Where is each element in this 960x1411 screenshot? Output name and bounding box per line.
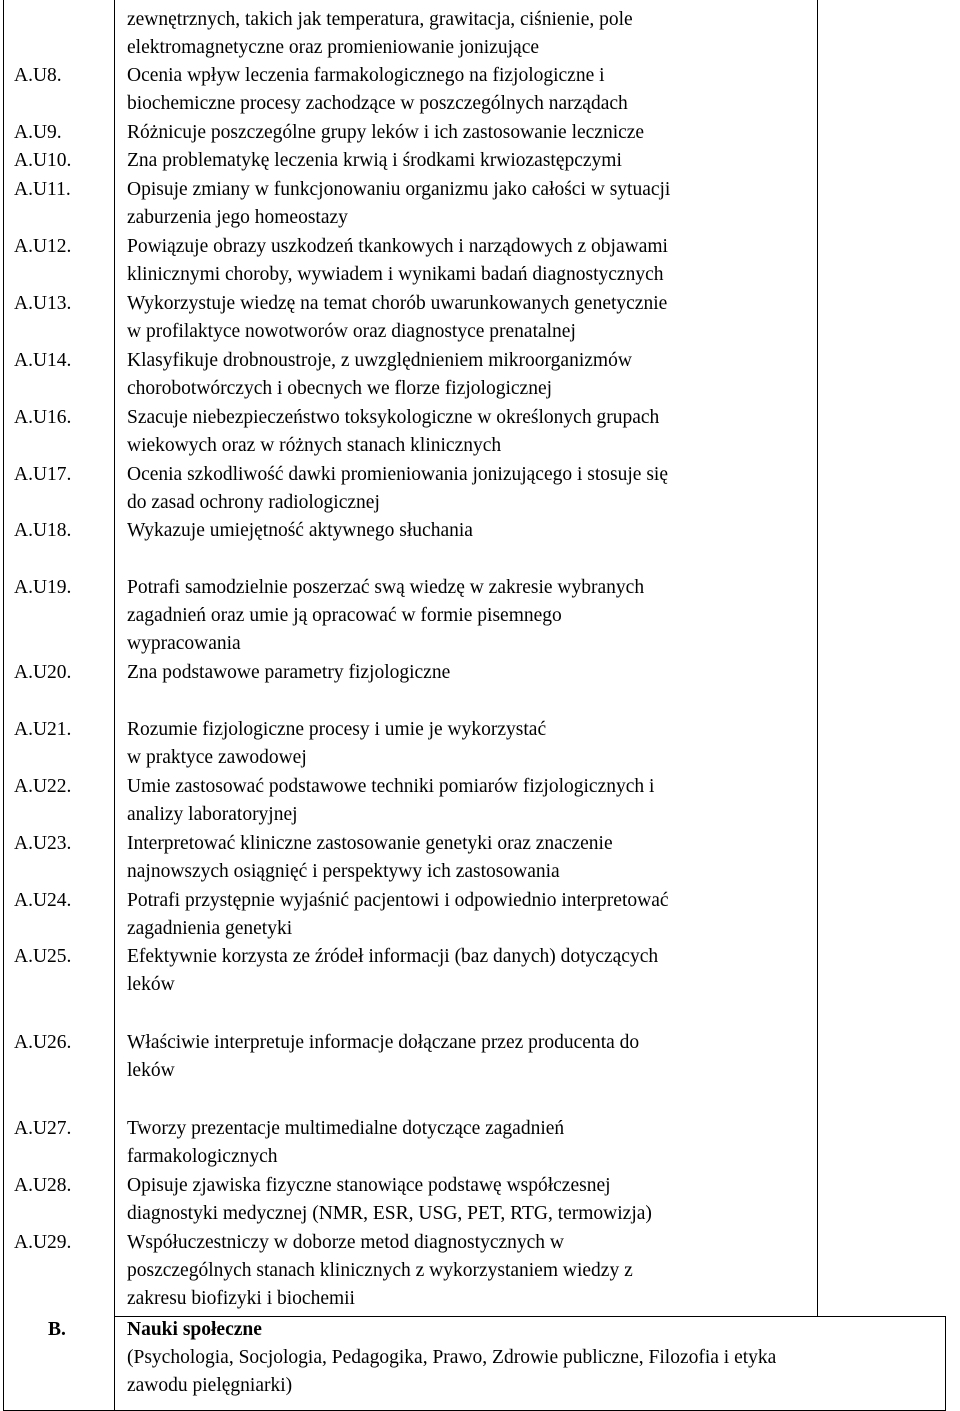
skill-code: A.U9.	[14, 122, 62, 143]
skill-code: A.U27.	[14, 1118, 72, 1139]
skill-description-line: Umie zastosować podstawowe techniki pomiarów fizjologicznych i	[127, 776, 655, 797]
skill-description	[127, 176, 942, 232]
skill-code: A.U28.	[14, 1175, 72, 1196]
skill-description-line: Wykorzystuje wiedzę na temat chorób uwarunkowanych genetycznie	[127, 293, 668, 314]
skill-description-line: chorobotwórczych i obecnych we florze fizjologicznej	[127, 378, 553, 399]
skill-description-line: leków	[127, 1060, 175, 1081]
skill-description	[127, 62, 942, 118]
skill-code: A.U14.	[14, 350, 72, 371]
skill-description-line: wypracowania	[127, 633, 241, 654]
skill-description-line: biochemiczne procesy zachodzące w poszczególnych narządach	[127, 93, 628, 114]
skill-code: A.U26.	[14, 1032, 72, 1053]
skill-description-line: Współuczestniczy w doborze metod diagnostycznych w	[127, 1232, 564, 1253]
skill-description-line: Interpretować kliniczne zastosowanie genetyki oraz znaczenie	[127, 833, 613, 854]
skill-description-line: zagadnienia genetyki	[127, 918, 293, 939]
skill-description	[127, 574, 942, 658]
skill-description-line: Potrafi samodzielnie poszerzać swą wiedzę w zakresie wybranych	[127, 577, 645, 598]
skill-code: A.U16.	[14, 407, 72, 428]
skill-description-line: Zna podstawowe parametry fizjologiczne	[127, 662, 451, 683]
skill-description-line: w praktyce zawodowej	[127, 747, 307, 768]
skill-code: A.U24.	[14, 890, 72, 911]
skill-code: A.U23.	[14, 833, 72, 854]
skill-description-line: Ocenia szkodliwość dawki promieniowania jonizującego i stosuje się	[127, 464, 668, 485]
skill-description-line: elektromagnetyczne oraz promieniowanie jonizujące	[127, 37, 540, 58]
skill-description-line: Różnicuje poszczególne grupy leków i ich zastosowanie lecznicze	[127, 122, 645, 143]
skill-description-line: Powiązuje obrazy uszkodzeń tkankowych i narządowych z objawami	[127, 236, 668, 257]
skill-code: A.U29.	[14, 1232, 72, 1253]
skill-description	[127, 1172, 942, 1228]
skill-description-line: zaburzenia jego homeostazy	[127, 207, 348, 228]
skill-description	[127, 517, 942, 545]
skill-description	[127, 233, 942, 289]
skill-code: A.U18.	[14, 520, 72, 541]
section-title: Nauki społeczne	[127, 1319, 262, 1340]
skill-code: A.U19.	[14, 577, 72, 598]
skill-description	[127, 1229, 942, 1313]
skill-description	[127, 716, 942, 772]
skill-description-line: w profilaktyce nowotworów oraz diagnostyce prenatalnej	[127, 321, 576, 342]
skill-code: A.U11.	[14, 179, 71, 200]
skill-description	[127, 830, 942, 886]
skill-description-line: Tworzy prezentacje multimedialne dotyczące zagadnień	[127, 1118, 565, 1139]
skill-description-line: Wykazuje umiejętność aktywnego słuchania	[127, 520, 473, 541]
skill-description-line: do zasad ochrony radiologicznej	[127, 492, 380, 513]
skill-description-line: leków	[127, 974, 175, 995]
skill-code: A.U8.	[14, 65, 62, 86]
skill-description-line: zakresu biofizyki i biochemii	[127, 1288, 355, 1309]
skill-description	[127, 943, 942, 999]
skill-description-line: zagadnień oraz umie ją opracować w formie pisemnego	[127, 605, 562, 626]
section-subtitle-line: zawodu pielęgniarki)	[127, 1375, 293, 1396]
skill-description-line: Szacuje niebezpieczeństwo toksykologiczne w określonych grupach	[127, 407, 660, 428]
skill-description	[127, 147, 942, 175]
skill-description-line: Opisuje zjawiska fizyczne stanowiące podstawę współczesnej	[127, 1175, 611, 1196]
section-description	[127, 1316, 942, 1400]
skill-description-line: Efektywnie korzysta ze źródeł informacji (baz danych) dotyczących	[127, 946, 659, 967]
skill-description-line: Zna problematykę leczenia krwią i środkami krwiozastępczymi	[127, 150, 622, 171]
skill-description	[127, 1115, 942, 1171]
skill-code: A.U12.	[14, 236, 72, 257]
skill-description	[127, 347, 942, 403]
skill-description	[127, 290, 942, 346]
table-right-border-lower	[945, 1316, 946, 1411]
skill-description-line: Klasyfikuje drobnoustroje, z uwzględnieniem mikroorganizmów	[127, 350, 632, 371]
skill-description-line: Potrafi przystępnie wyjaśnić pacjentowi i odpowiednio interpretować	[127, 890, 669, 911]
skill-code: A.U13.	[14, 293, 72, 314]
skill-description-line: Ocenia wpływ leczenia farmakologicznego na fizjologiczne i	[127, 65, 605, 86]
skill-description	[127, 461, 942, 517]
table-left-border	[3, 0, 4, 1411]
section-subtitle-line: (Psychologia, Socjologia, Pedagogika, Prawo, Zdrowie publiczne, Filozofia i etyka	[127, 1347, 777, 1368]
skill-description-line: poszczególnych stanach klinicznych z wykorzystaniem wiedzy z	[127, 1260, 633, 1281]
skill-description-line: Właściwie interpretuje informacje dołączane przez producenta do	[127, 1032, 640, 1053]
skill-description-line: Rozumie fizjologiczne procesy i umie je wykorzystać	[127, 719, 547, 740]
skill-description-line: zewnętrznych, takich jak temperatura, grawitacja, ciśnienie, pole	[127, 9, 633, 30]
skill-description	[127, 1029, 942, 1085]
section-code: B.	[48, 1319, 66, 1340]
skill-description	[127, 887, 942, 943]
skill-description-line: najnowszych osiągnięć i perspektywy ich zastosowania	[127, 861, 560, 882]
skill-description	[127, 659, 942, 687]
skill-code: A.U21.	[14, 719, 72, 740]
skill-code: A.U20.	[14, 662, 72, 683]
skill-description-line: wiekowych oraz w różnych stanach klinicznych	[127, 435, 502, 456]
skill-code: A.U10.	[14, 150, 72, 171]
skill-description-line: diagnostyki medycznej (NMR, ESR, USG, PET, RTG, termowizja)	[127, 1203, 652, 1224]
skill-description	[127, 6, 942, 62]
table-column-divider	[114, 0, 115, 1411]
skill-description	[127, 773, 942, 829]
skill-code: A.U17.	[14, 464, 72, 485]
skill-code: A.U22.	[14, 776, 72, 797]
skill-description	[127, 119, 942, 147]
skill-description-line: Opisuje zmiany w funkcjonowaniu organizmu jako całości w sytuacji	[127, 179, 671, 200]
skill-code: A.U25.	[14, 946, 72, 967]
skill-description-line: farmakologicznych	[127, 1146, 278, 1167]
skill-description-line: klinicznymi choroby, wywiadem i wynikami badań diagnostycznych	[127, 264, 664, 285]
skill-description	[127, 404, 942, 460]
skill-description-line: analizy laboratoryjnej	[127, 804, 298, 825]
